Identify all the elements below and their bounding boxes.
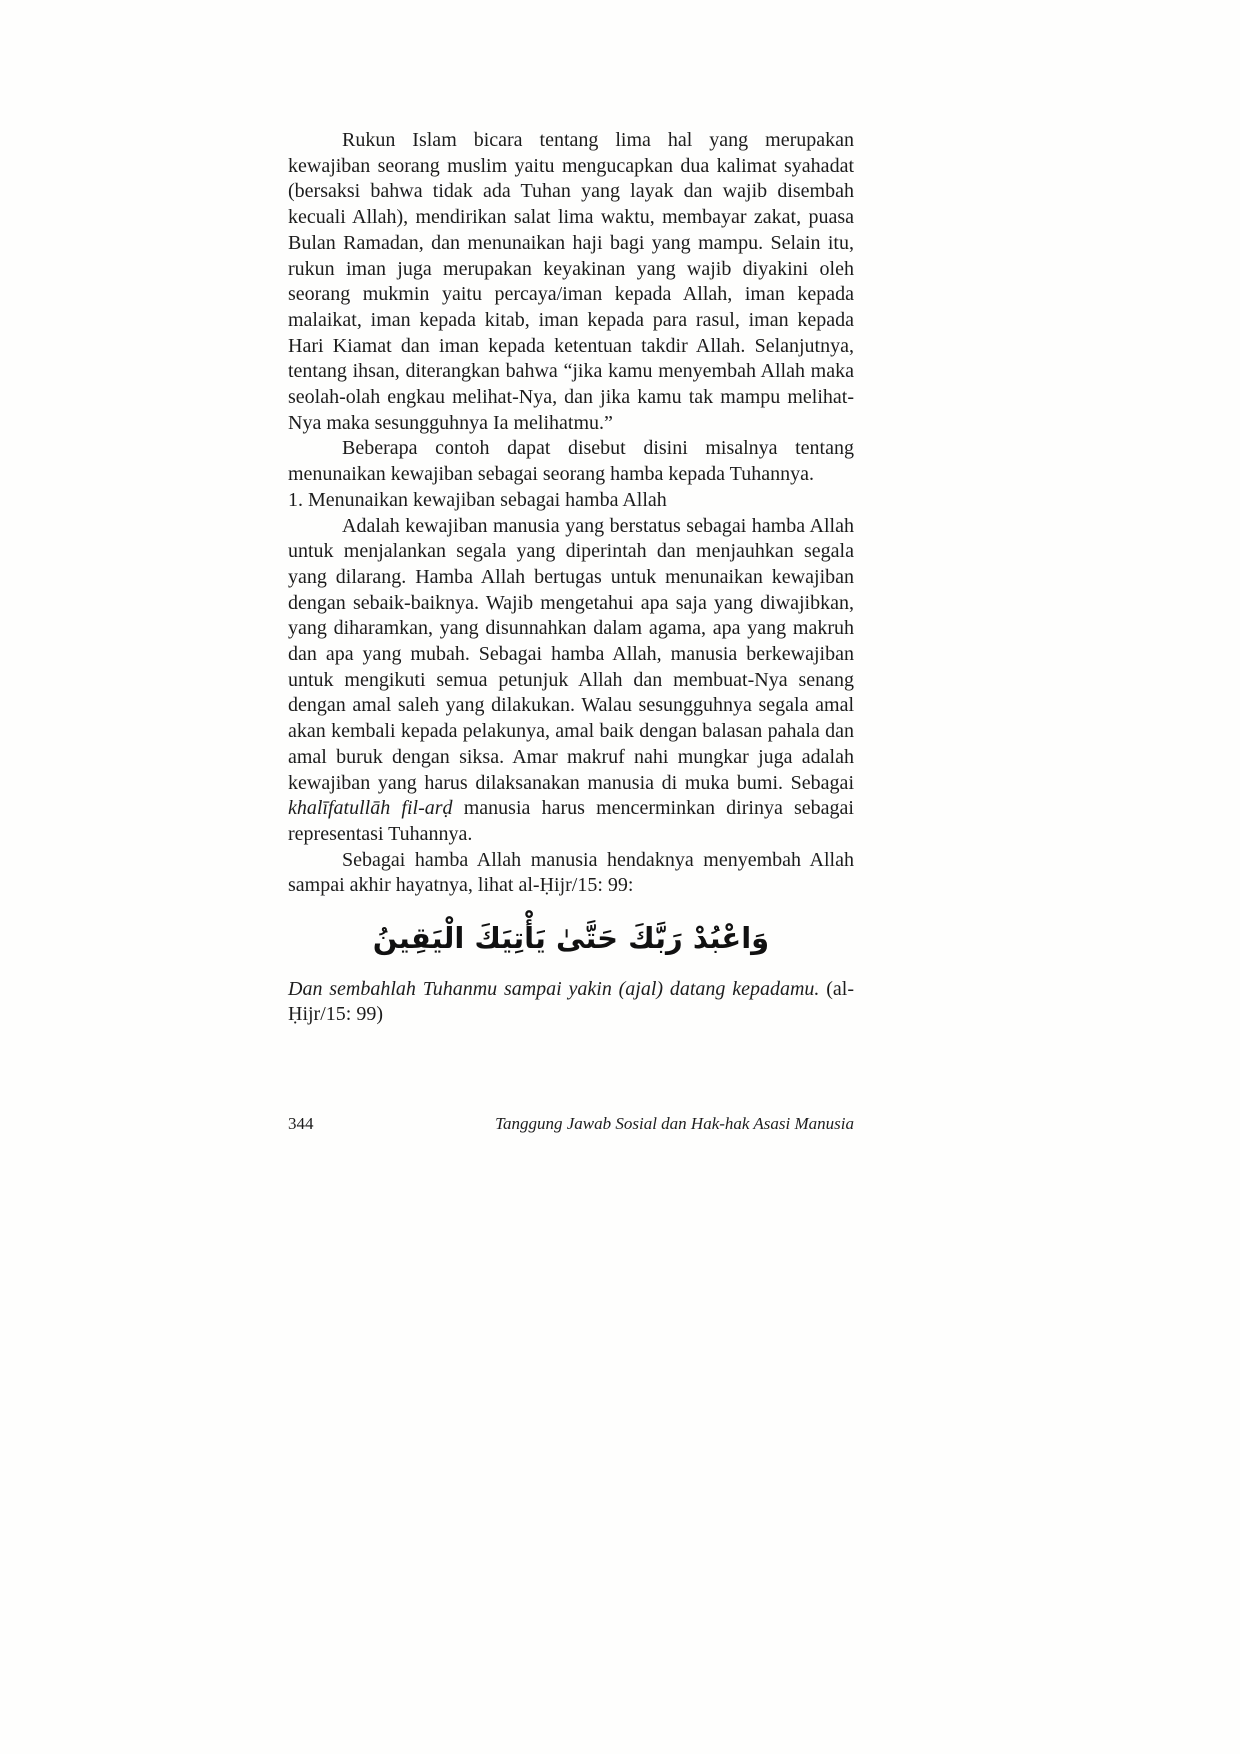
page-body <box>288 128 854 1028</box>
running-title: Tanggung Jawab Sosial dan Hak-hak Asasi Manusia <box>495 1114 854 1133</box>
paragraph-contoh: Beberapa contoh dapat disebut disini misalnya tentang menunaikan kewajiban sebagai seorang hamba kepada Tuhannya. <box>288 437 854 486</box>
translation-citation: (al-Ḥijr/15: 99) <box>288 977 854 1026</box>
paragraph-text-pre: Adalah kewajiban manusia yang berstatus sebagai hamba Allah untuk menjalankan segala yang diperintah dan menjauhkan segala yang dilarang. Hamba Allah bertugas untuk menunaikan kewajiban dengan sebaik-baiknya. Wajib mengetahui apa saja yang diwajibkan, yang diharamkan, yang disunnahkan dalam agama, apa yang makruh dan apa yang mubah. Sebagai hamba Allah, manusia berkewajiban untuk mengikuti semua petunjuk Allah dan membuat-Nya senang dengan amal saleh yang dilakukan. Walau sesungguhnya segala amal akan kembali kepada pelakunya, amal baik dengan balasan pahala dan amal buruk dengan siksa. Amar makruf nahi mungkar juga adalah kewajiban yang harus dilaksanakan manusia di muka bumi. Sebagai <box>288 514 854 794</box>
page-footer <box>288 1114 854 1134</box>
paragraph-menyembah: Sebagai hamba Allah manusia hendaknya menyembah Allah sampai akhir hayatnya, lihat al-Ḥijr/15: 99: <box>288 848 854 897</box>
arabic-verse: وَاعْبُدْ رَبَّكَ حَتَّىٰ يَأْتِيَكَ الْيَقِينُ <box>372 921 770 956</box>
paragraph-rukun-islam: Rukun Islam bicara tentang lima hal yang merupakan kewajiban seorang muslim yaitu mengucapkan dua kalimat syahadat (bersaksi bahwa tidak ada Tuhan yang layak dan wajib disembah kecuali Allah), mendirikan salat lima waktu, membayar zakat, puasa Bulan Ramadan, dan menunaikan haji bagi yang mampu. Selain itu, rukun iman juga merupakan keyakinan yang wajib diyakini oleh seorang mukmin yaitu percaya/iman kepada Allah, iman kepada malaikat, iman kepada kitab, iman kepada para rasul, iman kepada Hari Kiamat dan iman kepada ketentuan takdir Allah. Selanjutnya, tentang ihsan, diterangkan bahwa “jika kamu menyembah Allah maka seolah-olah engkau melihat-Nya, dan jika kamu tak mampu melihat-Nya maka sesungguhnya Ia melihatmu.” <box>288 129 854 434</box>
verse-translation <box>288 977 854 1028</box>
page-number: 344 <box>288 1114 314 1133</box>
translation-text: Dan sembahlah Tuhanmu sampai yakin (ajal) datang kepadamu. <box>288 977 820 1000</box>
numbered-heading: 1. Menunaikan kewajiban sebagai hamba Allah <box>288 488 667 511</box>
paragraph-text-post: manusia harus mencerminkan dirinya sebagai representasi Tuhannya. <box>288 797 854 845</box>
italic-term: khalīfatullāh fil-arḍ <box>288 797 453 820</box>
paragraph-kewajiban-hamba <box>288 514 854 848</box>
